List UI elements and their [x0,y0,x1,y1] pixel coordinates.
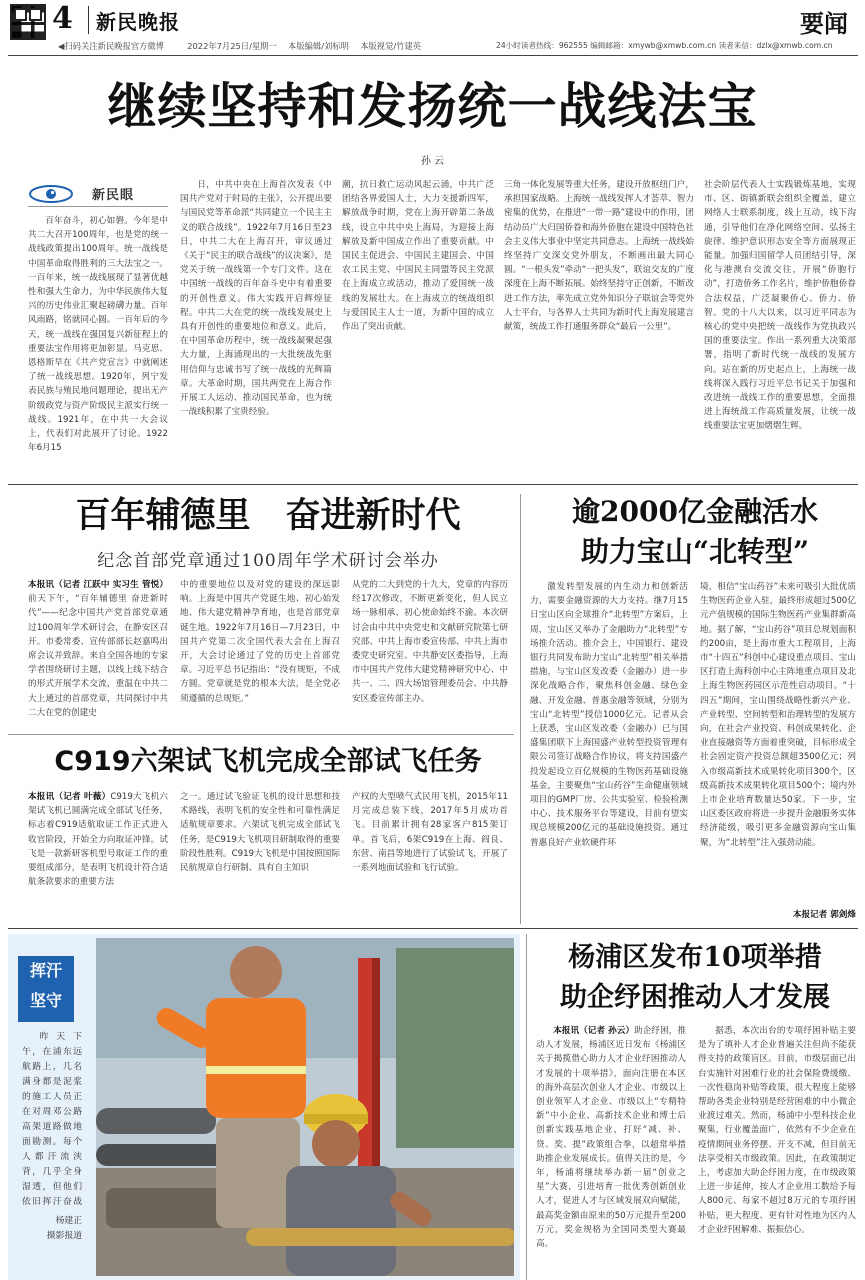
story3-headline-line1: 逾2000亿金融活水 [572,495,818,528]
bottom-section-rule [8,928,858,929]
story2-column-2 [180,790,340,922]
story1-headline: 百年辅德里 奋进新时代 [75,495,461,536]
section-rule [8,484,858,485]
story4-column-1 [536,1024,686,1278]
story4-column-2 [698,1024,856,1278]
story2-paragraph: 之一。通过试飞验证飞机的设计思想和技术路线，表明飞机的安全性和可靠性满足适航规章要求。六架试飞机完成全部试飞任务，是C919大飞机项目研制取得的重要阶段性胜利。C919大飞机是中国按照国际民航规章自行研制、具有自主知识 [180,792,340,874]
story4-headline-line1: 杨浦区发布10项举措 [568,942,822,973]
lead-column-4 [504,178,694,476]
contact-info [496,40,862,51]
story3-column-1 [530,580,688,922]
construction-photo [96,938,514,1276]
story4-headline-line2: 助企纾困推动人才发展 [560,982,830,1013]
story2-paragraph [28,790,168,889]
story3-headline-line2: 助力宝山“北转型” [580,535,810,568]
lead-author: 孙 云 [420,156,445,167]
story1-paragraph: 从党的二大到党的十九大，党章的内容历经17次修改，不断更新变化，但人民立场一脉相承、初心使命始终不渝。本次研讨会由中共中央党史和文献研究院第七研究部、中共上海市委宣传部、中共上海市委党史研究室、中共静安区委指导，上海市中国共产党伟大建党精神研究中心、中共一、二、四大场馆管理委员会、中共静安区委宣传部主办。 [352,580,508,704]
edit-email: 编辑邮箱：xmywb@xmwb.com.cn [590,41,717,50]
story3-paragraph: 激发转型发展的内生动力和创新活力，需要金融资源的大力支持。继7月15日宝山区向全球推介“北转型”方案后，上周，宝山区又举办了金融助力“北转型”专场推介活动。推介会上，中国银行、建设银行共同发布助力宝山“北转型”相关举措措施，与宝山区发改委（金融办）进一步深化战略合作，聚焦科创金融、绿色金融、开发金融、普惠金融等领域，分别为宝山“北转型”授信1000亿元。记者从会上获悉，宝山区发改委（金融办）已与国盛集团联下上海国盛产业转型投资管理有限公司签订战略合作协议，将支持国盛产投发起设立百亿规模的生物医药基础设施基金，主要聚焦“宝山药谷”生命健康领域项目的GMP厂房、公共实验室、检验检测中心、技术服务平台等建设，目前有望实现总规模200亿元的基础设施投资。通过普惠良好产业软硬件环 [530,582,688,848]
story1-text: 前天下午，“百年辅德里 奋进新时代”——纪念中国共产党首部党章通过100周年学术研讨会，在静安区召开。市委常委、宣传部部长赵嘉鸣出席会议并致辞。来自全国各地的专家学者围绕研讨主题，以线上线下结合的形式开展学术交流，重温在中共二大上通过的首部党章，共同探讨中共二大在党的创建史 [28,594,168,718]
header-rule [8,55,858,56]
story1-column-3 [352,578,508,726]
photo-tag-line2: 坚守 [29,991,62,1010]
photo-caption-box [22,1030,82,1208]
story4-byline: 本报讯（记者 孙云） [553,1026,635,1036]
story1-rule [8,734,514,735]
lead-paragraph: 日，中共中央在上海首次发表《中国共产党对于时局的主张》，公开提出要与国民党等革命派“共同建立一个民主主义的联合战线”。1922年7月16日至23日，中共二大在上海召开，审议通过《关于“民主的联合战线”的议决案》，是党关于统一战线第一个专门文件。这在中国统一战线的百年奋斗史中有着重要的开创性意义。伟大实践开启辉煌征程。中共二大在党的统一战线发展史上具有开创性的重要地位和意义。此后，在中国革命历程中，统一战线凝聚起强大力量，上海涌现出的一大批统战先驱用信仰与忠诚书写了统一战线的光辉篇章。大革命时期，国共两党在上海合作开展工人运动、推动国民革命，也为统一战线积累了宝贵经验。 [180,180,332,418]
lead-headline: 继续坚持和发扬统一战线法宝 [107,77,758,135]
lead-column-1 [28,214,168,476]
masthead-logo: 新民晚报 [96,10,180,34]
date-line: 2022年7月25日/星期一 [187,41,277,51]
bottom-vertical-divider [526,934,527,1280]
lead-column-2 [180,178,332,476]
story2-text: C919大飞机六架试飞机已圆满完成全部试飞任务，标志着C919适航取证工作正式进入收官阶段，开始全力向取证冲锋。试飞是一款新研客机型号取证工作的重要组成部分，是表明飞机设计符合适航条款要求的重要方法 [28,792,168,888]
header-divider [88,6,89,34]
story3-paragraph: 境，相信“宝山药谷”未来可吸引大批优质生物医药企业入驻，最终形成超过500亿元产值规模的国际生物医药产业集群新高地。据了解，“宝山药谷”项目总规划面积约200亩，是上海市重大工程项目，上海市“十四五”科创中心建设重点项目、宝山区打造上海科创中心主阵地重点项目及北上海生物医药园区示范性启动项目。“十四五”期间，宝山围绕战略性新兴产业、产业转型、空间转型和治理转型的发展方向，在社会产业投资、科创成果转化、企业直接融资等方面着重突破，目标形成全社会固定资产投资总额超3500亿元；列入市级高新技术成果转化项目300个，区级高新技术成果转化项目500个；境内外上市企业培育数量达50家。下一步，宝山区委区政府将进一步提升金融服务实体经济能级，吸引更多金融资源向宝山集聚，为“北转型”注入强劲动能。 [700,582,856,848]
story3-byline: 本报记者 郭剑烽 [792,910,856,920]
hotline: 24小时读者热线：962555 [496,41,588,50]
photo-credit [22,1214,82,1244]
column-badge: 新民眼 [92,188,135,203]
story4-paragraph [536,1024,686,1251]
photo-tag [18,956,74,1022]
qr-code [10,4,46,40]
designer-line: 本版视觉/竹建英 [360,41,422,51]
lead-paragraph: 社会阶层代表人士实践锻炼基地，实现市、区、街镇新联会组织全覆盖，建立网络人士联系制度，线上互动，线下沟通，引导他们在净化网络空间、弘扬主旋律、维护意识形态安全等方面展现正能量。加强归国留学人员团结引导，深化与港澳台交流交往，开展“侨胞行动”，打造侨务工作名片，维护侨胞侨眷合法权益，广泛凝聚侨心、侨力、侨智。党的十八大以来，以习近平同志为核心的党中央把统一战线作为党执政兴国的重要法宝。作出一系列重大决策部署，指明了新时代统一战线的发展方向。站在新的历史起点上，上海统一战线将深入践行习近平总书记关于加强和改进统一战线工作的重要思想，全面推进上海统战工作高质量发展，让统一战线重要法宝更加熠熠生辉。 [704,180,856,432]
lead-paragraph: 百年奋斗，初心如磐。今年是中共二大召开100周年，也是党的统一战线政策提出100周年。统一战线是中国革命取得胜利的三大法宝之一。一百年来，统一战线展现了显著优越性和强大生命力，为中华民族伟大复兴的历史伟业汇聚起磅礴力量。百年风雨路，铭就同心圆。一百年后的今天，统一战线在强国复兴新征程上的重要法宝作用将更加彰显。马克思、恩格斯早在《共产党宣言》中就阐述了统一战线思想。1920年，列宁发表民族与殖民地问题理论，提出无产阶级政党与资产阶级民主派实行统一战线。1921年，在中共一大会议上，代表们对此展开了讨论。1922年6月15 [28,216,168,454]
section-label: 要闻 [800,9,848,38]
story1-column-1 [28,578,168,726]
story1-subhead: 纪念首部党章通过100周年学术研讨会举办 [97,551,439,571]
story1-column-2 [180,578,340,726]
story1-paragraph: 中的重要地位以及对党的建设的深远影响。上海是中国共产党诞生地、初心始发地、伟大建党精神孕育地，也是首部党章诞生地。1922年7月16日—7月23日，中国共产党第二次全国代表大会在上海召开，大会讨论通过了党的历史上首部党章。习近平总书记指出：“没有规矩，不成方圆。党章就是党的根本大法，是全党必须遵循的总规矩。” [180,580,340,704]
vertical-divider [520,494,521,924]
story1-paragraph [28,578,168,720]
lead-paragraph: 三角一体化发展等重大任务，建设开放枢纽门户，承担国家战略。上海统一战线发挥人才荟萃、智力密集的优势，在推进“一带一路”建设中的作用，团结动员广大归国侨眷和海外侨胞在建设中国特色社会主义伟大事业中坚定共同意志。上海统一战线始终坚持广交深交党外朋友，不断画出最大同心圆。“一根头发”牵动“一把头发”，联谊交友的广度深度在上海不断拓展。始终坚持守正创新，不断改进工作方法，率先成立党外知识分子联谊会等党外人士平台，与各界人士共同为新时代上海发展建言献策，统战工作打通服务群众“最后一公里”。 [504,180,694,333]
story4-text: 助企纾困，推动人才发展，杨浦区近日发布《杨浦区关于揭揽借心助力人才企业纾困推动人才发展的十项举措》，面向注册在本区的海外高层次创业人才企业、市级以上创业领军人才企业、市级以上“专精特新”中小企业、高新技术企业和博士后创新实践基地企业，打好“减、补、贷、奖、提”政策组合拳，以超常举措助推企业发展成长。值得关注的是，今年，杨浦将继续举办新一届“创业之星”大赛，引进培育一批优秀创新创业人才，促进人才与区域发展双向赋能，最高奖金额由原来的50万元提升至200万元，奖金规格为全国同类型大赛最高。 [536,1026,686,1250]
story2-headline: C919六架试飞机完成全部试飞任务 [54,746,482,777]
badge-underline [28,206,168,207]
lead-paragraph: 潮，抗日救亡运动风起云涌，中共广泛团结各界爱国人士，大力支援新四军，解放战争时期，党在上海开辟第二条战线，设立中共中央上海局，为迎接上海解放及新中国成立作出了重要贡献。中国民主促进会、中国民主建国会、中国农工民主党、中国民主同盟等民主党派在上海成立或活动，推动了爱国统一战线的发展壮大。在上海成立的统战组织与爱国民主人士一道，为新中国的成立作出了突出贡献。 [342,180,494,333]
photo-caption: 昨天下午，在浦东远航路上，几名满身都是泥浆的施工人员正在对周邓公路高架道路做地面勘测。每个人都汗流浃背，几乎全身湿透，但他们依旧挥汗奋战 [22,1032,82,1207]
photo-credit-role: 摄影报道 [46,1231,82,1241]
story2-column-1 [28,790,168,922]
photo-credit-name: 杨建正 [55,1216,82,1226]
editor-line: 本版编辑/刘标明 [288,41,349,51]
story1-byline: 本报讯（记者 江跃中 实习生 管悦） [28,580,168,590]
photo-tag-line1: 挥汗 [29,961,62,980]
lead-column-3 [342,178,494,476]
story3-column-2 [700,580,856,906]
story4-paragraph: 据悉，本次出台的专项纾困补贴主要是为了填补人才企业普遍关注但尚不能获得支持的政策盲区。目前，市级层面已出台实施针对困难行业的社会保险费缓缴、一次性稳岗补贴等政策，很大程度上能够帮助各类企业特别是经营困难的中小微企业渡过难关。然而，杨浦中小型科技企业聚集，行业覆盖面广，依然有不少企业在疫情期间业务停摆、开支不减，但目前无法享受相关市级政策。因此，在政策制定上，考虑加大助企纾困力度，在市级政策上进一步延伸，按人才企业用工数给予每人800元、每家不超过8万元的专项纾困补贴，更大程度、更有针对性地为区内人才企业纾困解难、振振信心。 [698,1026,856,1235]
eye-icon [28,184,74,204]
lead-column-5 [704,178,856,476]
scan-hint: ◀扫码关注新民晚报官方微博 [58,41,164,51]
story2-column-3 [352,790,508,922]
story2-byline: 本报讯（记者 叶薇） [28,792,111,802]
reader-mail: 读者来信：dzlx@xmwb.com.cn [718,41,833,50]
story2-paragraph: 产权的大型喷气式民用飞机，2015年11月完成总装下线，2017年5月成功首飞。目前累计拥有28家客户815架订单。首飞后，6架C919在上海、阎良、东营、南昌等地进行了试验试飞，开展了一系列地面试验和飞行试验。 [352,792,508,874]
page-number: 4 [52,1,73,36]
